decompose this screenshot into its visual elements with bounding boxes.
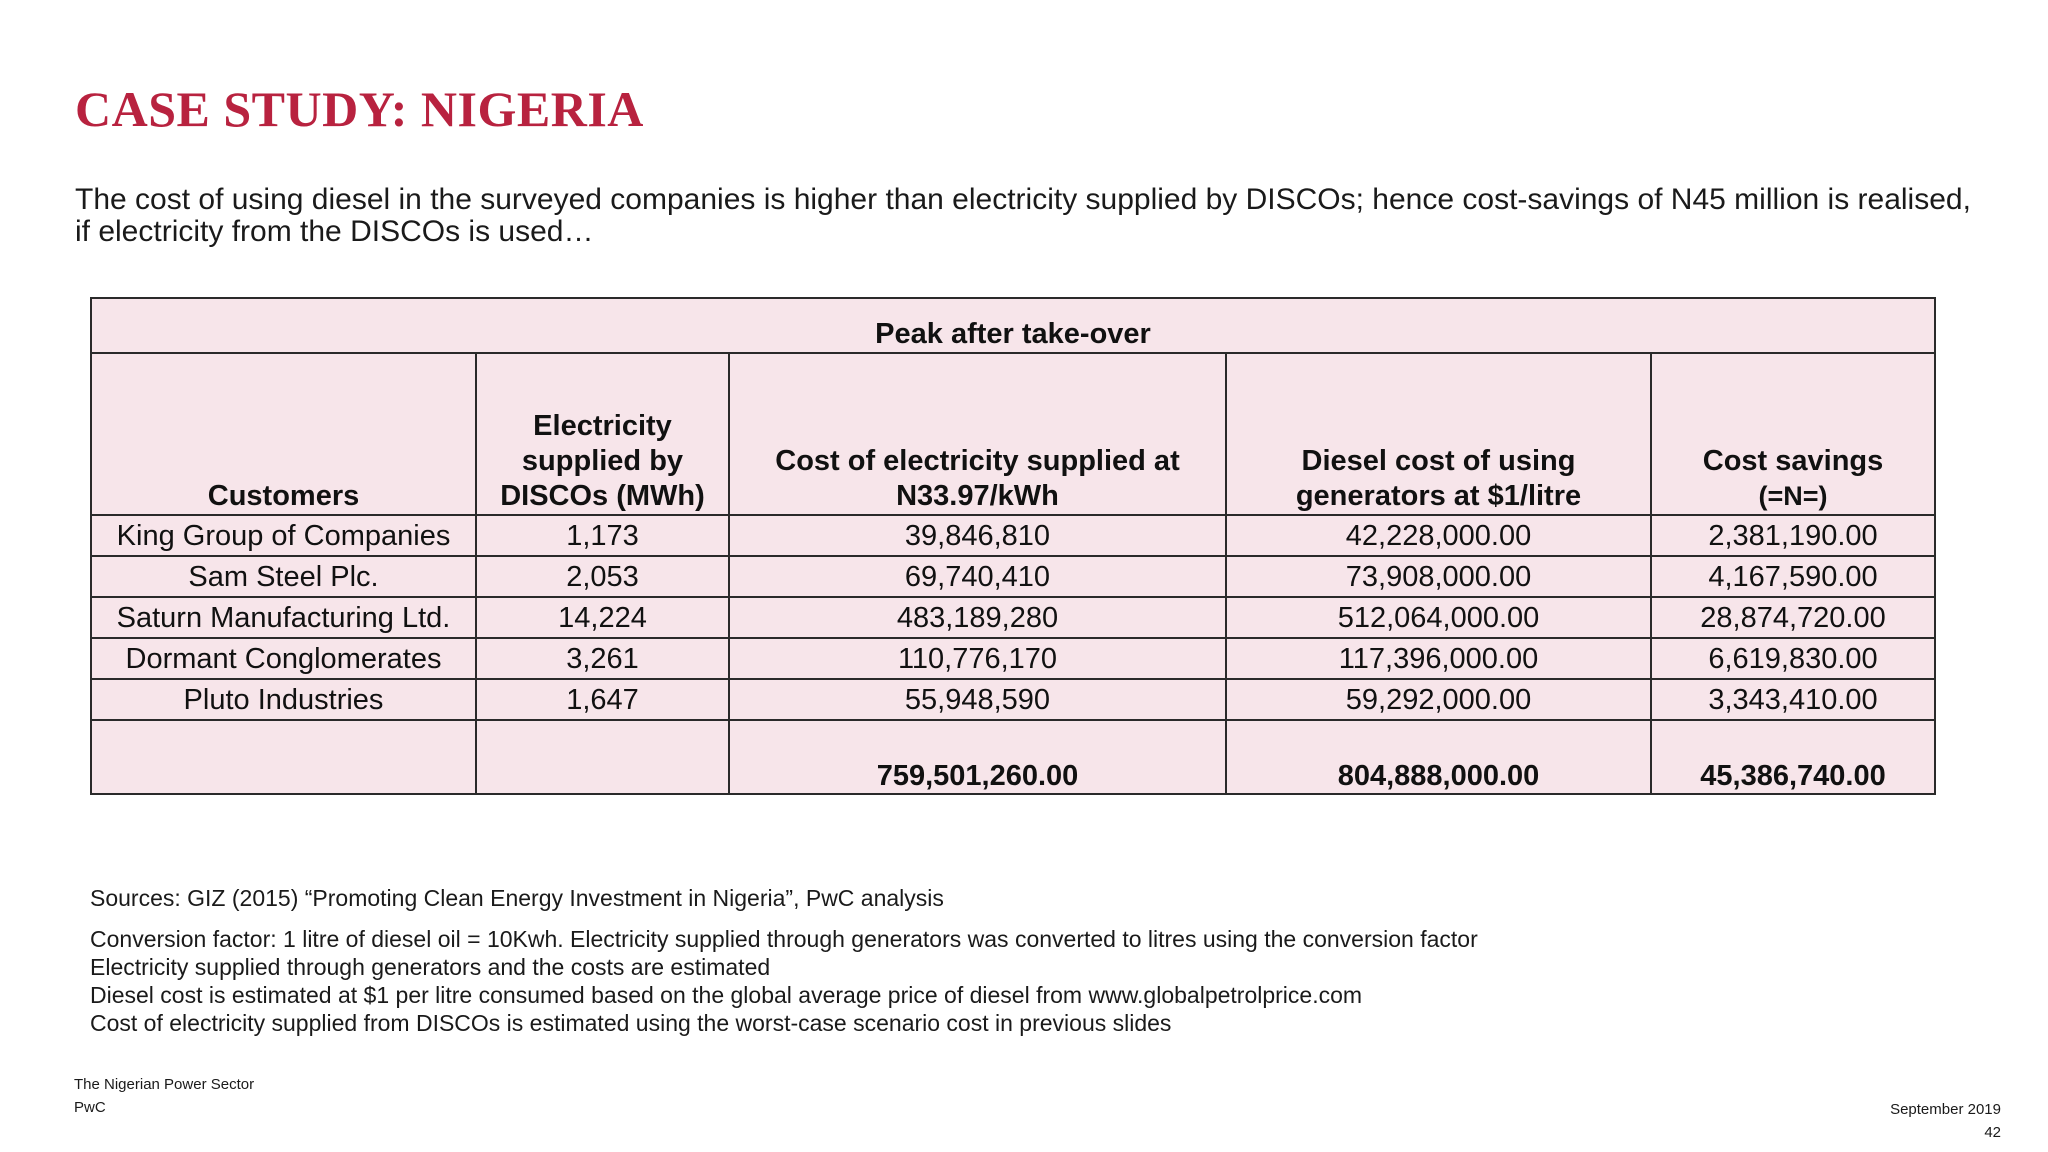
electricity-cost-cell: 110,776,170: [729, 638, 1226, 679]
total-cell-empty: [476, 720, 729, 794]
header-line: Cost savings: [1702, 445, 1884, 477]
table-row: [91, 515, 1935, 556]
diesel-cost-cell: 73,908,000.00: [1226, 556, 1651, 597]
table-row: [91, 556, 1935, 597]
diesel-cost-cell: 59,292,000.00: [1226, 679, 1651, 720]
electricity-supplied-cell: 3,261: [476, 638, 729, 679]
cost-savings-cell: 2,381,190.00: [1651, 515, 1935, 556]
column-header-cost-savings: [1651, 353, 1935, 515]
page-number: 42: [1984, 1124, 2001, 1141]
electricity-cost-cell: 483,189,280: [729, 597, 1226, 638]
table-row: [91, 638, 1935, 679]
electricity-supplied-cell: 1,173: [476, 515, 729, 556]
footer-left: [74, 1073, 254, 1119]
group-header: Peak after take-over: [91, 298, 1935, 353]
column-header-electricity-cost: [729, 353, 1226, 515]
electricity-supplied-cell: 2,053: [476, 556, 729, 597]
note-line: Diesel cost is estimated at $1 per litre consumed based on the global average price of diesel from www.globalpetrolprice.com: [90, 982, 1363, 1008]
footer-date: September 2019: [1890, 1101, 2001, 1118]
diesel-cost-cell: 117,396,000.00: [1226, 638, 1651, 679]
customer-name-cell: Saturn Manufacturing Ltd.: [91, 597, 476, 638]
totals-row: [91, 720, 1935, 794]
header-line: N33.97/kWh: [896, 480, 1059, 512]
header-line: (=N=): [1758, 481, 1828, 511]
total-cell-empty: [91, 720, 476, 794]
diesel-cost-cell: 42,228,000.00: [1226, 515, 1651, 556]
total-cost-savings: 45,386,740.00: [1651, 720, 1935, 794]
cost-savings-cell: 6,619,830.00: [1651, 638, 1935, 679]
note-line: Electricity supplied through generators and the costs are estimated: [90, 954, 771, 980]
customer-name-cell: King Group of Companies: [91, 515, 476, 556]
customer-name-cell: Dormant Conglomerates: [91, 638, 476, 679]
total-diesel-cost: 804,888,000.00: [1226, 720, 1651, 794]
sources-note: Sources: GIZ (2015) “Promoting Clean Energy Investment in Nigeria”, PwC analysis: [90, 885, 944, 911]
table-row: [91, 679, 1935, 720]
header-line: Customers: [207, 480, 360, 512]
customer-name-cell: Sam Steel Plc.: [91, 556, 476, 597]
slide-subtitle: [75, 184, 1995, 248]
electricity-cost-cell: 55,948,590: [729, 679, 1226, 720]
page-title: CASE STUDY: NIGERIA: [75, 81, 644, 137]
total-electricity-cost: 759,501,260.00: [729, 720, 1226, 794]
column-header-diesel-cost: [1226, 353, 1651, 515]
note-line: Cost of electricity supplied from DISCOs is estimated using the worst-case scenario cost in previous slides: [90, 1010, 1172, 1036]
column-header-row: [91, 353, 1935, 515]
footer-right: [1890, 1098, 2001, 1144]
header-line: Diesel cost of using: [1301, 445, 1576, 477]
subtitle-line: if electricity from the DISCOs is used…: [75, 215, 594, 248]
cost-comparison-table: [90, 297, 1936, 795]
cost-savings-cell: 28,874,720.00: [1651, 597, 1935, 638]
electricity-supplied-cell: 1,647: [476, 679, 729, 720]
electricity-cost-cell: 39,846,810: [729, 515, 1226, 556]
header-line: Cost of electricity supplied at: [775, 445, 1180, 477]
diesel-cost-cell: 512,064,000.00: [1226, 597, 1651, 638]
electricity-cost-cell: 69,740,410: [729, 556, 1226, 597]
subtitle-line: The cost of using diesel in the surveyed companies is higher than electricity supplied by DISCOs; hence cost-savings of N45 million is realised,: [75, 183, 1971, 216]
footer-report-name: The Nigerian Power Sector: [74, 1076, 255, 1093]
cost-comparison-table-wrapper: [90, 297, 1936, 795]
notes-section: [90, 884, 1478, 1037]
column-header-customers: [91, 353, 476, 515]
group-header-row: [91, 298, 1935, 353]
header-line: Electricity: [533, 410, 672, 442]
column-header-electricity-supplied: [476, 353, 729, 515]
customer-name-cell: Pluto Industries: [91, 679, 476, 720]
table-row: [91, 597, 1935, 638]
footer-company: PwC: [74, 1099, 106, 1116]
note-line: Conversion factor: 1 litre of diesel oil = 10Kwh. Electricity supplied through generators was converted to litres using the conversion factor: [90, 926, 1478, 952]
cost-savings-cell: 3,343,410.00: [1651, 679, 1935, 720]
cost-savings-cell: 4,167,590.00: [1651, 556, 1935, 597]
header-line: supplied by: [521, 445, 684, 477]
header-line: DISCOs (MWh): [500, 480, 705, 512]
electricity-supplied-cell: 14,224: [476, 597, 729, 638]
header-line: generators at $1/litre: [1295, 480, 1582, 512]
